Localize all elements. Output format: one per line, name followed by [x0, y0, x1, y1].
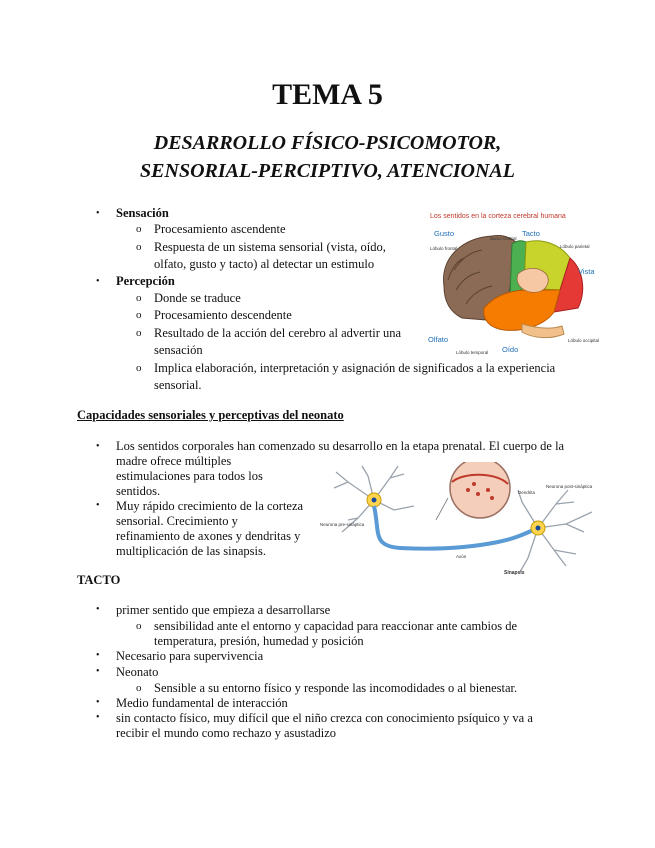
label-neurona-pre: Neurona pre-sináptica	[320, 522, 365, 527]
tacto-heading: TACTO	[77, 573, 121, 587]
sensacion-heading: Sensación	[116, 206, 169, 220]
sub-bullet: o	[136, 682, 142, 694]
bullet: •	[96, 650, 100, 661]
list-item: Procesamiento descendente	[154, 308, 292, 322]
label-gusto: Gusto	[434, 229, 455, 238]
list-item: sensibilidad ante el entorno y capacidad para reaccionar ante cambios de	[154, 619, 518, 633]
subtitle-line-2: SENSORIAL-PERCIPTIVO, ATENCIONAL	[140, 160, 515, 182]
list-item: madre ofrece múltiples	[116, 454, 232, 468]
list-item: Los sentidos corporales han comenzado su desarrollo en la etapa prenatal. El cuerpo de la	[116, 439, 565, 453]
label-lobulo-frontal: Lóbulo frontal	[430, 246, 458, 251]
label-axon: Axón	[456, 554, 467, 559]
label-tacto: Tacto	[522, 229, 540, 238]
list-item: Procesamiento ascendente	[154, 222, 286, 236]
brain-figure-title: Los sentidos en la corteza cerebral humana	[430, 213, 566, 220]
list-item: olfato, gusto y tacto) al detectar un estimulo	[154, 257, 375, 271]
list-item: Implica elaboración, interpretación y asignación de significados a la experiencia	[154, 361, 556, 375]
list-item: Sensible a su entorno físico y responde las incomodidades o al bienestar.	[154, 681, 518, 695]
list-item: Medio fundamental de interacción	[116, 696, 288, 710]
list-item: sentidos.	[116, 484, 161, 498]
label-lobulo-temporal: Lóbulo temporal	[456, 350, 489, 355]
bullet: •	[96, 276, 100, 287]
sub-bullet: o	[136, 241, 142, 253]
bullet: •	[96, 712, 100, 723]
bullet: •	[96, 441, 100, 452]
list-item: Necesario para supervivencia	[116, 649, 264, 663]
sub-bullet: o	[136, 292, 142, 304]
list-item: sensorial.	[154, 378, 202, 392]
label-oido: Oído	[502, 345, 519, 354]
sub-bullet: o	[136, 620, 142, 632]
list-item: estimulaciones para todos los	[116, 469, 263, 483]
percepcion-heading: Percepción	[116, 274, 175, 288]
bullet: •	[96, 666, 100, 677]
page-title: TEMA 5	[272, 78, 383, 111]
label-sinapsis: Sinapsis	[504, 570, 525, 576]
bullet: •	[96, 500, 100, 511]
label-lobulo-parietal: Lóbulo parietal	[560, 244, 590, 249]
bullet: •	[96, 604, 100, 615]
subtitle-line-1: DESARROLLO FÍSICO-PSICOMOTOR,	[153, 132, 502, 154]
sub-bullet: o	[136, 223, 142, 235]
label-dendrita: Dendrita	[518, 490, 536, 495]
bullet: •	[96, 208, 100, 219]
list-item: primer sentido que empieza a desarrollarse	[116, 603, 331, 617]
list-item: Neonato	[116, 665, 159, 679]
label-olfato: Olfato	[428, 335, 449, 344]
list-item: Muy rápido crecimiento de la corteza	[116, 499, 304, 513]
neuron-figure	[318, 462, 608, 578]
list-item: sensorial. Crecimiento y	[116, 514, 238, 528]
label-lobulo-occipital: Lóbulo occipital	[568, 338, 600, 343]
bullet: •	[96, 697, 100, 708]
list-item: Respuesta de un sistema sensorial (vista, oído,	[154, 240, 386, 254]
label-neurona-post: Neurona post-sináptica	[546, 484, 593, 489]
sub-bullet: o	[136, 309, 142, 321]
label-surco-central: Surco central	[490, 236, 517, 241]
list-item: Resultado de la acción del cerebro al advertir una	[154, 326, 402, 340]
sub-bullet: o	[136, 327, 142, 339]
capacidades-heading: Capacidades sensoriales y perceptivas del neonato	[77, 408, 344, 422]
list-item: sin contacto físico, muy difícil que el niño crezca con conocimiento psíquico y va a	[116, 711, 533, 725]
list-item: sensación	[154, 343, 203, 357]
list-item: recibir el mundo como rechazo y asustadizo	[116, 726, 337, 740]
list-item: multiplicación de las sinapsis.	[116, 544, 266, 558]
label-vista: Vista	[578, 267, 595, 276]
list-item: refinamiento de axones y dendritas y	[116, 529, 301, 543]
list-item: temperatura, presión, humedad y posición	[154, 634, 364, 648]
sub-bullet: o	[136, 362, 142, 374]
brain-figure	[426, 208, 602, 358]
list-item: Donde se traduce	[154, 291, 241, 305]
